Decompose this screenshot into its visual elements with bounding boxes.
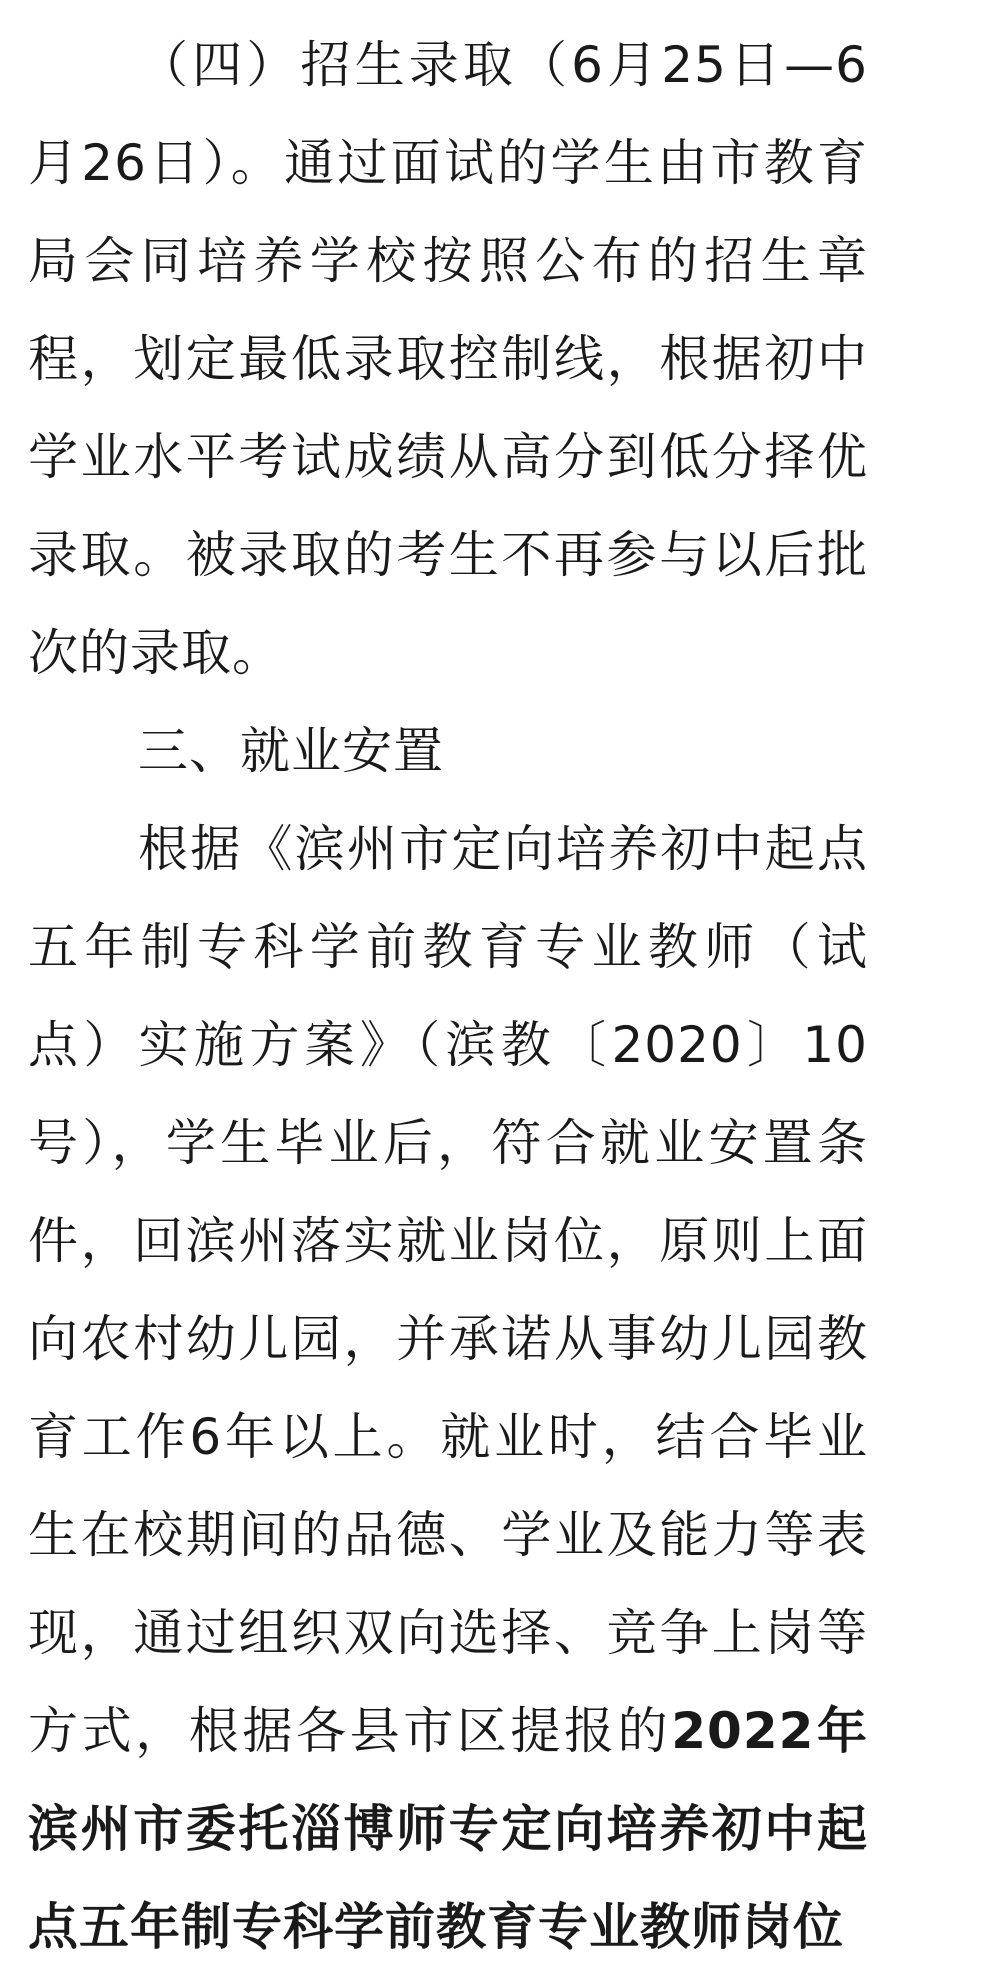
paragraph-employment-bold-text: 2022年滨州市委托淄博师专定向培养初中起点五年制专科学前教育专业教师岗位 [28, 1702, 868, 1956]
paragraph-employment [28, 800, 868, 1976]
heading-employment: 三、就业安置 [138, 722, 444, 780]
paragraph-admission: （四）招生录取（6月25日—6月26日）。通过面试的学生由市教育局会同培养学校按照公布的招生章程，划定最低录取控制线，根据初中学业水平考试成绩从高分到低分择优录取。被录取的考生不再参与以后批次的录取。 [28, 36, 868, 682]
paragraph-employment-text: 根据《滨州市定向培养初中起点五年制专科学前教育专业教师（试点）实施方案》（滨教〔2020〕10号），学生毕业后，符合就业安置条件，回滨州落实就业岗位，原则上面向农村幼儿园，并承诺从事幼儿园教育工作6年以上。就业时，结合毕业生在校期间的品德、学业及能力等表现，通过组织双向选择、竞争上岗等方式，根据各县市区提报的 [28, 820, 868, 1760]
